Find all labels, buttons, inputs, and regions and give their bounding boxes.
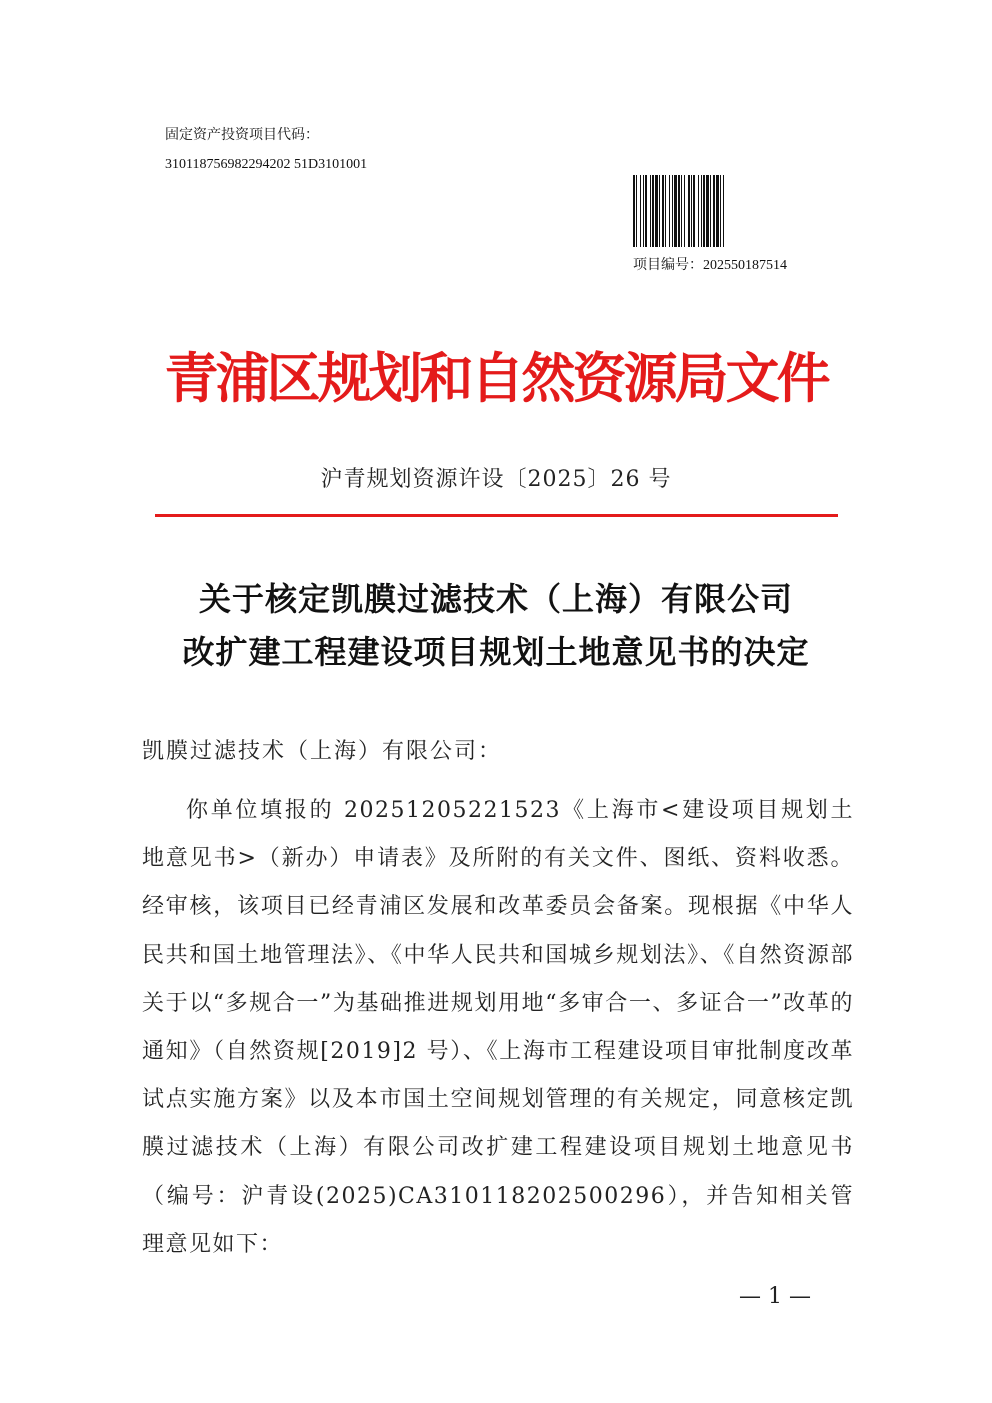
red-divider xyxy=(155,514,838,517)
project-number-caption: 项目编号：202550187514 xyxy=(633,258,787,273)
document-number: 沪青规划资源许设〔2025〕26 号 xyxy=(320,467,672,492)
document-body xyxy=(142,728,854,1269)
document-title-line1: 关于核定凯膜过滤技术（上海）有限公司 xyxy=(198,580,793,618)
investment-code-block xyxy=(165,121,367,179)
document-title-line2: 改扩建工程建设项目规划土地意见书的决定 xyxy=(182,633,810,671)
barcode-image xyxy=(633,175,827,247)
page-number: — 1 — xyxy=(739,1284,811,1309)
salutation: 凯膜过滤技术（上海）有限公司： xyxy=(142,739,503,764)
investment-code-label: 固定资产投资项目代码： xyxy=(165,128,319,143)
body-paragraph: 你单位填报的 20251205221523《上海市<建设项目规划土地意见书>（新办）申请表》及所附的有关文件、图纸、资料收悉。经审核，该项目已经青浦区发展和改革委员会备案。现根据《中华人民共和国土地管理法》、《中华人民共和国城乡规划法》、《自然资源部关于以“多规合一”为基础推进规划用地“多审合一、多证合一”改革的通知》（自然资规[2019]2 号）、《上海市工程建设项目审批制度改革试点实施方案》以及本市国土空间规划管理的有关规定，同意核定凯膜过滤技术（上海）有限公司改扩建工程建设项目规划土地意见书（编号：沪青设(2025)CA310118202500296），并告知相关管理意见如下： xyxy=(142,798,854,1257)
investment-code-value: 310118756982294202 51D3101001 xyxy=(165,157,368,172)
issuer-title: 青浦区规划和自然资源局文件 xyxy=(164,347,828,410)
